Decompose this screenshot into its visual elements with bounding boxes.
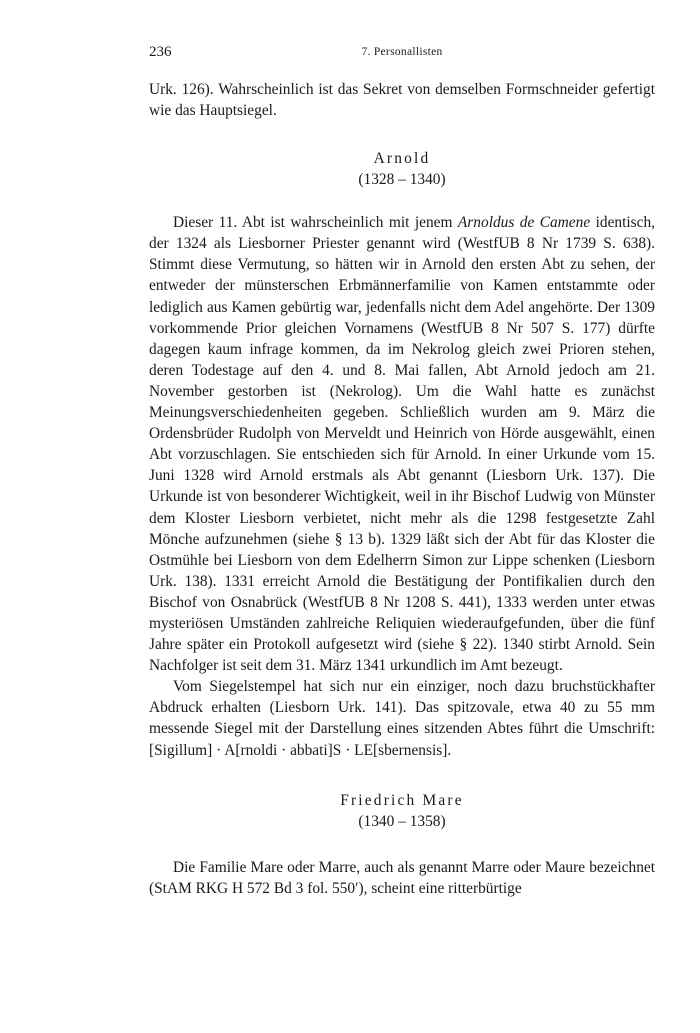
entry-years: (1340 – 1358) [358, 812, 446, 830]
entry-name: Friedrich Mare [340, 791, 464, 809]
intro-paragraph: Urk. 126). Wahrscheinlich ist das Sekret von demselben Formschneider gefertigt wie das Hauptsiegel. [149, 81, 655, 120]
page-number: 236 [149, 44, 172, 60]
body-text [149, 79, 655, 899]
running-title: 7. Personallisten [361, 46, 443, 58]
arnold-paragraph-1 [149, 212, 655, 676]
text-run: identisch, der 1324 als Liesborner Priester genannt wird (WestfUB 8 Nr 1739 S. 638). Stimmt diese Vermutung, so hätten wir in Arnold den ersten Abt zu sehen, der entweder der münsterschen Erbmännerfamilie von Kamen entstammte oder lediglich aus Kamen gebürtig war, jedenfalls nicht dem Adel angehörte. Der 1309 vorkommende Prior gleichen Vornamens (WestfUB 8 Nr 507 S. 177) dürfte dagegen kaum infrage kommen, da im Nekrolog gleich zwei Prioren stehen, deren Todestage auf den 4. und 8. Mai fallen, Abt Arnold jedoch am 21. November gestorben ist (Nekrolog). Um die Wahl hatte es zunächst Meinungsverschiedenheiten gegeben. Schließlich wurden am 9. März die Ordensbrüder Rudolph von Merveldt und Heinrich von Hörde ausgewählt, einen Abt vorzuschlagen. Sie entschieden sich für Arnold. In einer Urkunde vom 15. Juni 1328 wird Arnold erstmals als Abt genannt (Liesborn Urk. 137). Die Urkunde ist von besonderer Wichtigkeit, weil in ihr Bischof Ludwig von Münster dem Kloster Liesborn verbietet, nicht mehr als die 1298 festgesetzte Zahl Mönche aufzunehmen (siehe § 13 b). 1329 läßt sich der Abt für das Kloster die Ostmühle bei Liesborn von dem Edelherrn Simon zur Lippe schenken (Liesborn Urk. 138). 1331 erreicht Arnold die Bestätigung der Pontifikalien durch den Bischof von Osnabrück (WestfUB 8 Nr 1208 S. 441), 1333 werden unter etwas mysteriösen Umständen zahlreiche Reliquien wiederaufgefunden, über die fünf Jahre später ein Protokoll aufgesetzt wird (siehe § 22). 1340 stirbt Arnold. Sein Nachfolger ist seit dem 31. März 1341 urkundlich im Amt bezeugt. [149, 214, 656, 675]
entry-heading-arnold [149, 148, 655, 190]
friedrich-paragraph-1: Die Familie Mare oder Marre, auch als genannt Marre oder Maure bezeichnet (StAM RKG H 572 Bd 3 fol. 550′), scheint eine ritterbürtige [149, 858, 655, 897]
text-run: Dieser 11. Abt ist wahrscheinlich mit jenem [173, 214, 458, 232]
entry-name: Arnold [373, 150, 431, 168]
entry-years: (1328 – 1340) [358, 171, 446, 189]
arnold-paragraph-2: Vom Siegelstempel hat sich nur ein einziger, noch dazu bruchstückhafter Abdruck erhalten (Liesborn Urk. 141). Das spitzovale, etwa 40 zu 55 mm messende Siegel mit der Darstellung eines sitzenden Abtes führt die Umschrift: [Sigillum] · A[rnoldi · abbati]S · LE[sbernensis]. [149, 678, 655, 759]
entry-heading-friedrich [149, 790, 655, 832]
italic-name: Arnoldus de Camene [457, 214, 591, 232]
book-page [149, 36, 655, 899]
running-head [149, 36, 655, 58]
